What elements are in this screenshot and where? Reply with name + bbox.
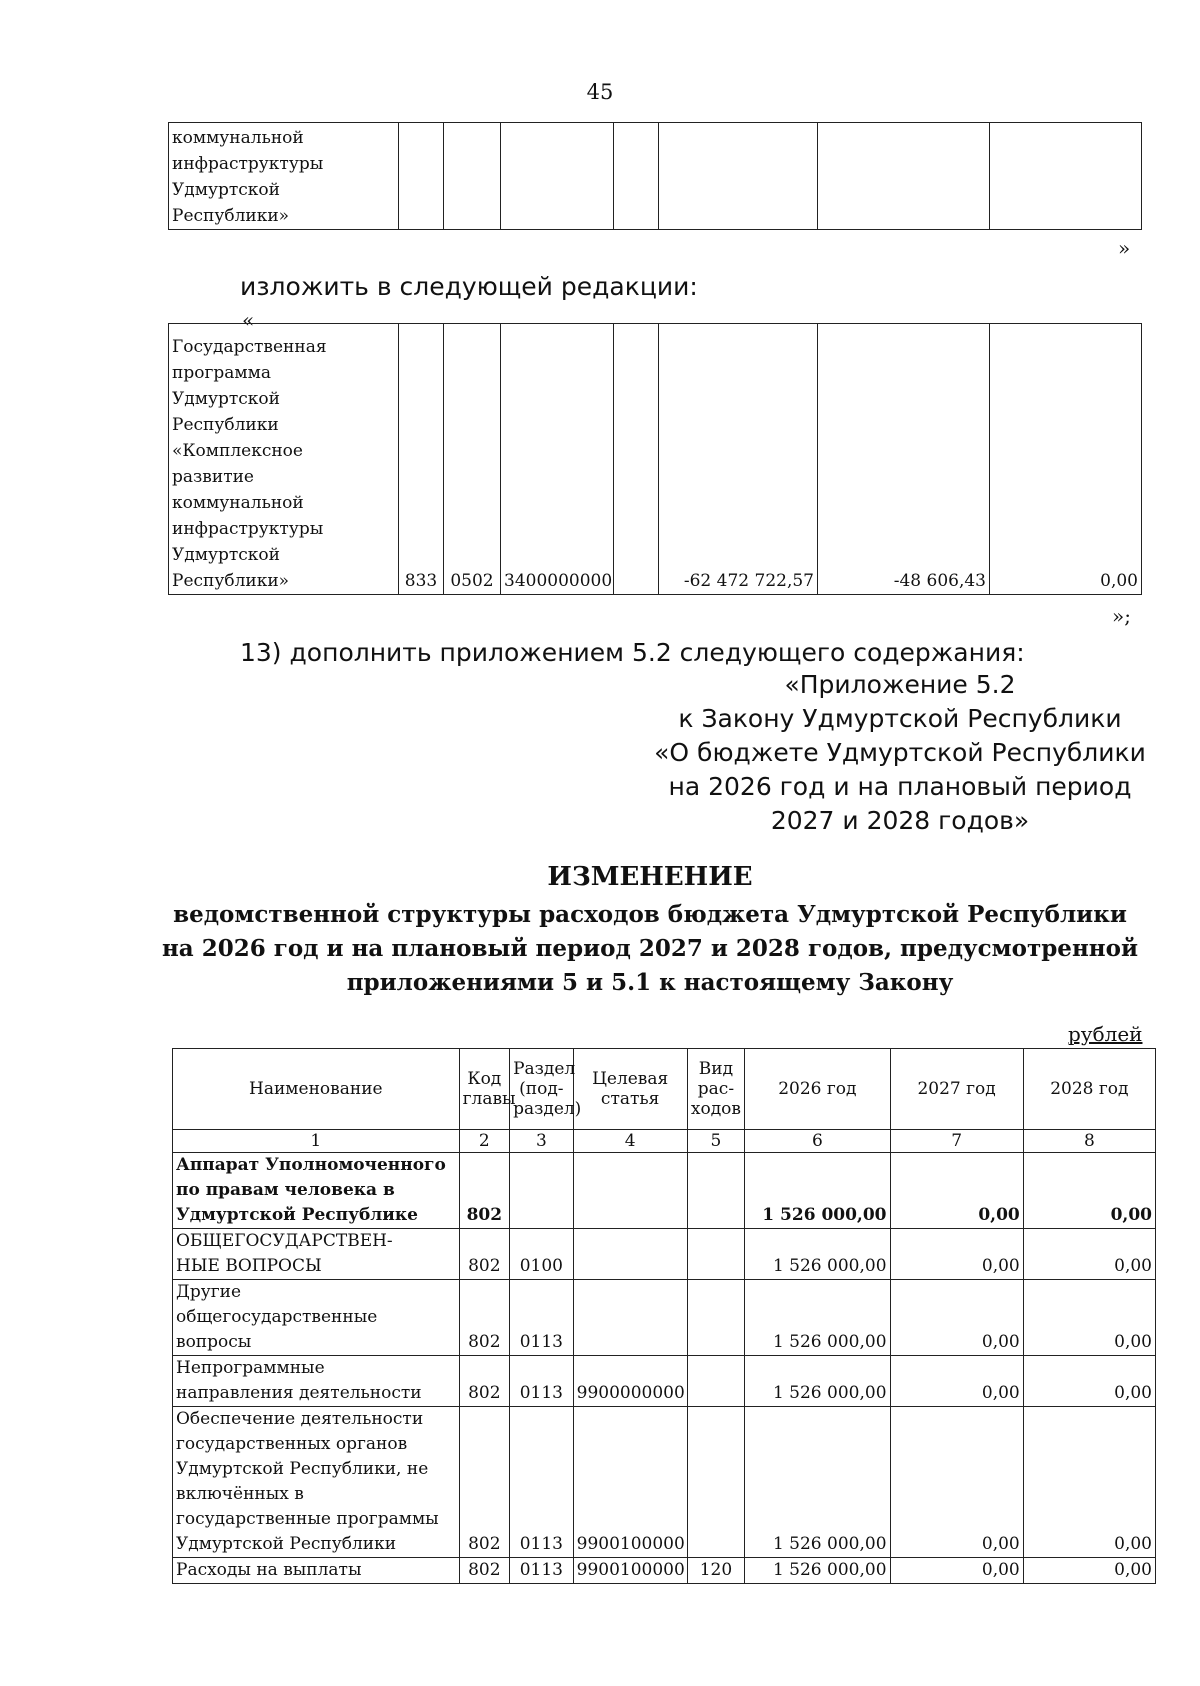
code-cell: 802 (459, 1153, 509, 1229)
name-cell (173, 1558, 460, 1584)
name-line: НЫЕ ВОПРОСЫ (176, 1256, 322, 1276)
name-line: Удмуртской Республике (176, 1205, 418, 1225)
y2026-cell: 1 526 000,00 (745, 1407, 890, 1558)
subheading-line: ведомственной структуры расходов бюджета Удмуртской Республики (173, 901, 1127, 928)
type-cell (687, 1280, 745, 1356)
document-subheading (0, 898, 1200, 1000)
name-line: ОБЩЕГОСУДАРСТВЕН- (176, 1231, 393, 1251)
header-name: Наименование (173, 1049, 460, 1130)
name-line: Аппарат Уполномоченного (176, 1155, 446, 1175)
name-cell (173, 1356, 460, 1407)
y2026-cell: 1 526 000,00 (745, 1153, 890, 1229)
y2026-cell: -62 472 722,57 (659, 324, 818, 595)
name-line: коммунальной (172, 128, 304, 148)
y2028-cell: 0,00 (1023, 1558, 1155, 1584)
name-line: «Комплексное (172, 441, 303, 461)
target-cell: 3400000000 (501, 324, 614, 595)
section-cell: 0113 (510, 1407, 574, 1558)
code-cell: 833 (399, 324, 444, 595)
section-cell: 0502 (444, 324, 501, 595)
name-cell (169, 324, 399, 595)
section-cell: 0113 (510, 1558, 574, 1584)
y2028-cell: 0,00 (1023, 1356, 1155, 1407)
appendix-line: на 2026 год и на плановый период (668, 772, 1132, 801)
type-cell: 120 (687, 1558, 745, 1584)
name-line: Удмуртской Республики, не (176, 1459, 429, 1479)
target-cell (573, 1153, 687, 1229)
table-row (173, 1280, 1156, 1356)
name-line: инфраструктуры (172, 154, 324, 174)
table-row (173, 1356, 1156, 1407)
y2027-cell: -48 606,43 (818, 324, 990, 595)
name-line: по правам человека в (176, 1180, 395, 1200)
y2027-cell: 0,00 (890, 1356, 1023, 1407)
expenditure-table (172, 1048, 1156, 1584)
y2027-cell: 0,00 (890, 1558, 1023, 1584)
header-line: Код (467, 1069, 502, 1089)
name-line: Государственная (172, 337, 327, 357)
name-line: коммунальной (172, 493, 304, 513)
header-line: рас- (697, 1079, 735, 1099)
appendix-line: «Приложение 5.2 (784, 670, 1016, 699)
table-row (169, 123, 1142, 230)
y2028-cell (990, 123, 1142, 230)
header-target (573, 1049, 687, 1130)
y2027-cell: 0,00 (890, 1407, 1023, 1558)
name-line: Удмуртской (172, 389, 280, 409)
code-cell: 802 (459, 1558, 509, 1584)
name-cell (173, 1407, 460, 1558)
name-cell (173, 1229, 460, 1280)
name-cell (173, 1153, 460, 1229)
target-cell (573, 1229, 687, 1280)
header-2027: 2027 год (890, 1049, 1023, 1130)
y2027-cell: 0,00 (890, 1153, 1023, 1229)
program-table (168, 323, 1142, 595)
name-line: Республики» (172, 571, 290, 591)
table-row (173, 1229, 1156, 1280)
name-line: направления деятельности (176, 1383, 422, 1403)
type-cell (614, 324, 659, 595)
y2026-cell: 1 526 000,00 (745, 1280, 890, 1356)
target-cell (501, 123, 614, 230)
target-cell (573, 1280, 687, 1356)
name-lines (172, 125, 395, 229)
name-line: общегосударственные (176, 1307, 378, 1327)
name-line: Удмуртской (172, 180, 280, 200)
column-index: 2 (459, 1130, 509, 1153)
appendix-line: «О бюджете Удмуртской Республики (654, 738, 1146, 767)
y2027-cell: 0,00 (890, 1280, 1023, 1356)
target-cell: 9900100000 (573, 1558, 687, 1584)
section-cell: 0100 (510, 1229, 574, 1280)
code-cell: 802 (459, 1280, 509, 1356)
type-cell (614, 123, 659, 230)
header-code (459, 1049, 516, 1130)
subheading-line: на 2026 год и на плановый период 2027 и 2028 годов, предусмотренной (161, 935, 1139, 962)
y2026-cell: 1 526 000,00 (745, 1558, 890, 1584)
index-row (173, 1130, 1156, 1153)
appendix-line: 2027 и 2028 годов» (770, 806, 1030, 835)
name-line: государственные программы (176, 1509, 439, 1529)
y2026-cell: 1 526 000,00 (745, 1229, 890, 1280)
name-line: Удмуртской Республики (176, 1534, 397, 1554)
table-row (173, 1153, 1156, 1229)
target-cell: 9900100000 (573, 1407, 687, 1558)
name-line: Расходы на выплаты (176, 1560, 362, 1580)
header-line: раздел) (513, 1099, 582, 1119)
code-cell: 802 (459, 1356, 509, 1407)
name-line: Удмуртской (172, 545, 280, 565)
close-quote-semicolon: »; (1112, 604, 1131, 628)
y2027-cell: 0,00 (890, 1229, 1023, 1280)
units-label: рублей (1068, 1022, 1143, 1046)
header-2028: 2028 год (1023, 1049, 1155, 1130)
name-cell (173, 1280, 460, 1356)
column-index: 3 (510, 1130, 574, 1153)
name-line: включённых в (176, 1484, 304, 1504)
column-index: 5 (687, 1130, 745, 1153)
y2026-cell: 1 526 000,00 (745, 1356, 890, 1407)
subheading-line: приложениями 5 и 5.1 к настоящему Закону (346, 969, 954, 996)
code-cell: 802 (459, 1407, 509, 1558)
header-row (173, 1049, 1156, 1130)
section-cell: 0113 (510, 1280, 574, 1356)
name-line: программа (172, 363, 271, 383)
header-line: главы (462, 1089, 516, 1109)
section-cell: 0113 (510, 1356, 574, 1407)
table-row (169, 324, 1142, 595)
header-line: статья (600, 1089, 660, 1109)
target-cell: 9900000000 (573, 1356, 687, 1407)
header-2026: 2026 год (745, 1049, 890, 1130)
page-number: 45 (586, 80, 614, 104)
code-cell: 802 (459, 1229, 509, 1280)
y2028-cell: 0,00 (1023, 1229, 1155, 1280)
y2027-cell (818, 123, 990, 230)
type-cell (687, 1229, 745, 1280)
type-cell (687, 1356, 745, 1407)
column-index: 1 (173, 1130, 460, 1153)
item-13-text: 13) дополнить приложением 5.2 следующего содержания: (240, 638, 1025, 667)
y2026-cell (659, 123, 818, 230)
appendix-line: к Закону Удмуртской Республики (678, 704, 1122, 733)
column-index: 6 (745, 1130, 890, 1153)
name-line: государственных органов (176, 1434, 408, 1454)
table-row (173, 1558, 1156, 1584)
header-line: Целевая (592, 1069, 669, 1089)
header-type (687, 1049, 745, 1130)
column-index: 8 (1023, 1130, 1155, 1153)
section-cell (444, 123, 501, 230)
name-line: вопросы (176, 1332, 252, 1352)
table-row (173, 1407, 1156, 1558)
top-fragment-table (168, 122, 1142, 230)
header-line: (под- (519, 1079, 564, 1099)
name-line: Непрограммные (176, 1358, 325, 1378)
column-index: 7 (890, 1130, 1023, 1153)
type-cell (687, 1153, 745, 1229)
name-line: Республики» (172, 206, 290, 226)
section-cell (510, 1153, 574, 1229)
name-line: Республики (172, 415, 279, 435)
y2028-cell: 0,00 (990, 324, 1142, 595)
name-line: развитие (172, 467, 254, 487)
type-cell (687, 1407, 745, 1558)
name-line: Обеспечение деятельности (176, 1409, 424, 1429)
name-cell (169, 123, 399, 230)
document-heading: ИЗМЕНЕНИЕ (547, 862, 753, 892)
header-section (510, 1049, 582, 1130)
column-index: 4 (573, 1130, 687, 1153)
y2028-cell: 0,00 (1023, 1280, 1155, 1356)
header-line: Раздел (513, 1059, 576, 1079)
y2028-cell: 0,00 (1023, 1153, 1155, 1229)
header-line: Вид (698, 1059, 734, 1079)
y2028-cell: 0,00 (1023, 1407, 1155, 1558)
intro-text: изложить в следующей редакции: (240, 272, 698, 301)
open-quote: « (242, 308, 255, 332)
header-line: ходов (690, 1099, 741, 1119)
code-cell (399, 123, 444, 230)
close-quote: » (1118, 236, 1131, 260)
appendix-reference (640, 668, 1160, 838)
name-line: Другие (176, 1282, 242, 1302)
name-lines (172, 334, 395, 594)
name-line: инфраструктуры (172, 519, 324, 539)
